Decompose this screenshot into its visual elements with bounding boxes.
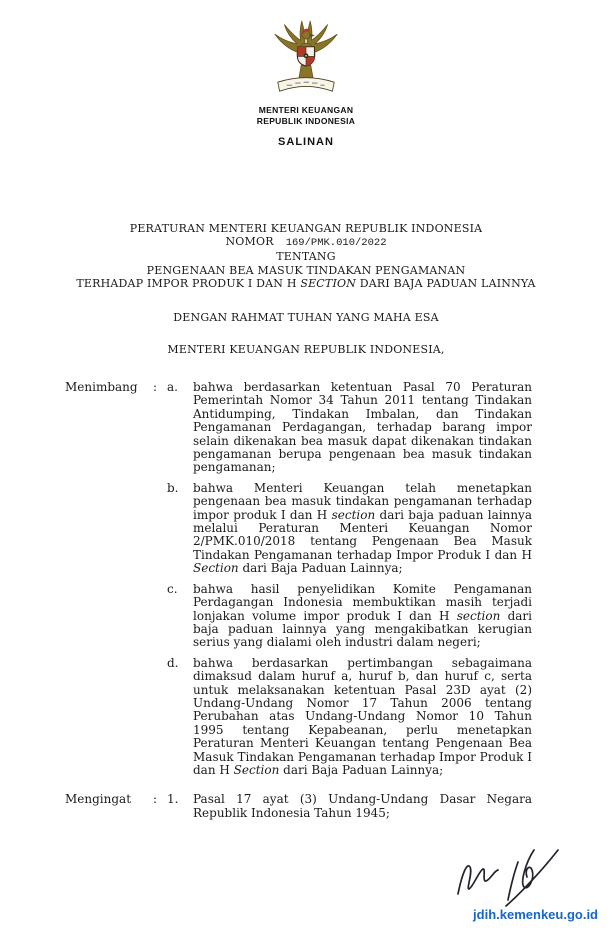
- item-marker-c: c.: [167, 581, 178, 596]
- regulation-title: PERATURAN MENTERI KEUANGAN REPUBLIK INDONESIA: [129, 222, 483, 235]
- ministry-country: REPUBLIK INDONESIA: [256, 115, 356, 126]
- regulation-number-line: [0, 235, 612, 250]
- item-text-a: bahwa berdasarkan ketentuan Pasal 70 Peraturan Pemerintah Nomor 34 Tahun 2011 tentang Tindakan Antidumping, Tindakan Imbalan, dan Tindakan Pengamanan Perdagangan, terhadap barang impor selain dikenakan bea masuk dapat dikenakan tindakan pengamanan berupa pengenaan bea masuk tindakan pengamanan;: [193, 380, 532, 475]
- garuda-pancasila-emblem: [270, 14, 342, 100]
- item-marker-b: b.: [167, 480, 179, 495]
- considering-colon: :: [153, 380, 158, 394]
- title-block: [0, 222, 612, 356]
- nomor-value: 169/PMK.010/2022: [285, 237, 387, 250]
- letterhead: [0, 14, 612, 148]
- tentang-label: TENTANG: [276, 250, 336, 264]
- copy-stamp: SALINAN: [278, 136, 334, 148]
- considering-item-a: [65, 381, 532, 475]
- subject-line-2: TERHADAP IMPOR PRODUK I DAN H SECTION DARI BAJA PADUAN LAINNYA: [76, 276, 536, 290]
- document-body: [65, 381, 532, 827]
- subject-line-1: PENGENAAN BEA MASUK TINDAKAN PENGAMANAN: [146, 263, 466, 277]
- nomor-label: NOMOR: [225, 235, 274, 249]
- item-text-d: bahwa berdasarkan pertimbangan sebagaimana dimaksud dalam huruf a, huruf b, dan huruf c, serta untuk melaksanakan ketentuan Pasal 23D ayat (2) Undang-Undang Nomor 17 Tahun 2006 tentang Perubahan atas Undang-Undang Nomor 10 Tahun 1995 tentang Kepabeanan, perlu menetapkan Peraturan Menteri Keuangan tentang Pengenaan Bea Masuk Tindakan Pengamanan terhadap Impor Produk I dan H Section dari Baja Paduan Lainnya;: [193, 655, 532, 777]
- considering-item-b: [65, 482, 532, 576]
- invocation: DENGAN RAHMAT TUHAN YANG MAHA ESA: [173, 311, 439, 325]
- issuing-authority: MENTERI KEUANGAN REPUBLIK INDONESIA,: [167, 343, 445, 357]
- legal-basis-colon: :: [153, 792, 158, 807]
- item-marker-a: a.: [167, 380, 178, 394]
- considering-label: Menimbang: [65, 380, 138, 394]
- legal-basis-item-1: [65, 793, 532, 820]
- jdih-site-link[interactable]: jdih.kemenkeu.go.id: [473, 907, 598, 922]
- considering-item-c: [65, 583, 532, 650]
- item-marker-d: d.: [167, 655, 179, 670]
- legal-basis-text-1: Pasal 17 ayat (3) Undang-Undang Dasar Negara Republik Indonesia Tahun 1945;: [193, 792, 532, 820]
- considering-item-d: [65, 657, 532, 778]
- handwritten-initials: [452, 842, 572, 917]
- ministry-header: [0, 105, 612, 126]
- legal-basis-label: Mengingat: [65, 792, 132, 807]
- item-text-b: bahwa Menteri Keuangan telah menetapkan pengenaan bea masuk tindakan pengamanan terhadap impor produk I dan H section dari baja paduan lainnya melalui Peraturan Menteri Keuangan Nomor 2/PMK.010/2018 tentang Pengenaan Bea Masuk Tindakan Pengamanan terhadap Impor Produk I dan H Section dari Baja Paduan Lainnya;: [193, 480, 532, 576]
- ministry-name: MENTERI KEUANGAN: [258, 105, 354, 115]
- item-text-c: bahwa hasil penyelidikan Komite Pengamanan Perdagangan Indonesia membuktikan masih terjadi lonjakan volume impor produk I dan H section dari baja paduan lainnya yang mengakibatkan kerugian serius yang dialami oleh industri dalam negeri;: [193, 581, 532, 650]
- legal-basis-marker-1: 1.: [167, 792, 179, 807]
